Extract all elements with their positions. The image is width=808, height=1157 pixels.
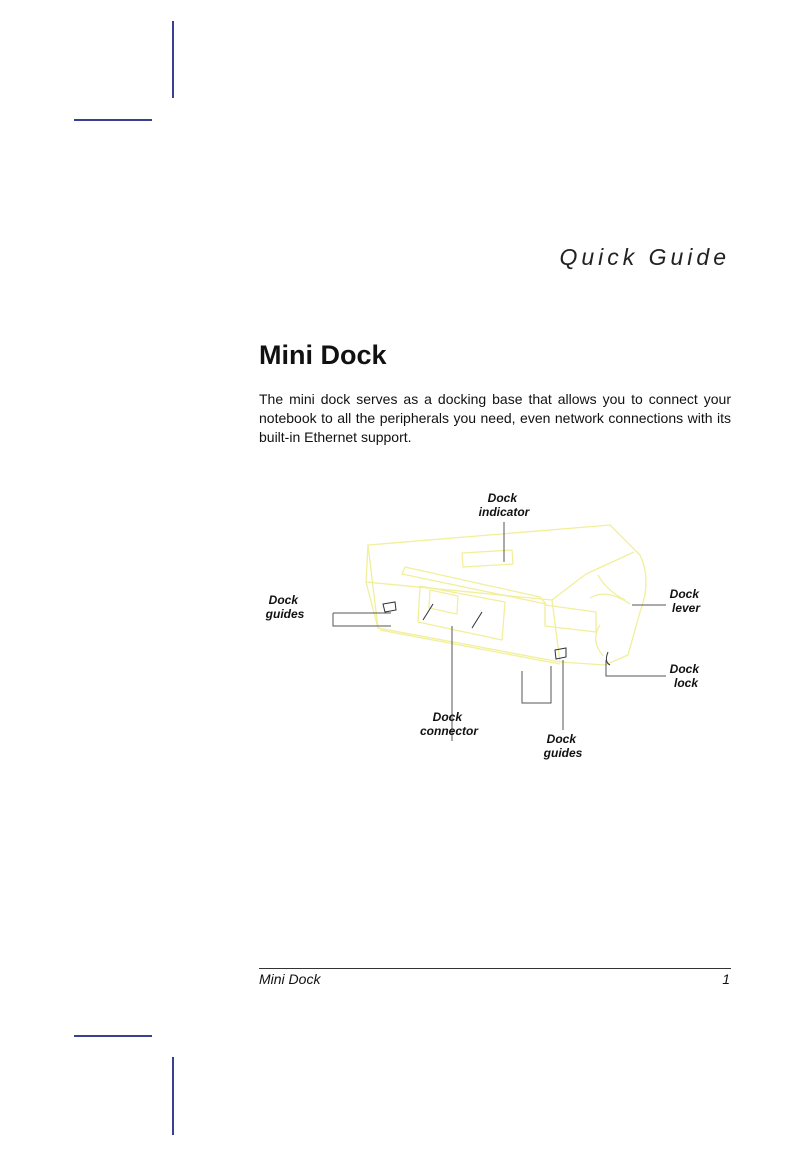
section-title: Mini Dock — [259, 340, 387, 370]
label-dock-connector: Dock connector — [419, 710, 479, 738]
label-dock-guides-left: Dock guides — [265, 593, 305, 621]
running-header: Quick Guide — [559, 244, 730, 270]
crop-mark-bottom-horizontal — [74, 1035, 152, 1037]
label-dock-indicator: Dock indicator — [478, 491, 530, 519]
page-number: 1 — [722, 971, 730, 987]
label-dock-guides-bottom: Dock guides — [543, 732, 583, 760]
mini-dock-details — [383, 602, 610, 665]
footer-title: Mini Dock — [259, 971, 321, 987]
intro-paragraph: The mini dock serves as a docking base that allows you to connect your notebook to all the peripherals you need, even network connections with its built-in Ethernet support. — [259, 391, 731, 445]
crop-mark-bottom-vertical — [172, 1057, 174, 1135]
footer-rule — [259, 968, 731, 969]
callout-lines — [333, 522, 666, 741]
mini-dock-device-illustration — [366, 525, 646, 665]
label-dock-lever: Dock lever — [669, 587, 701, 615]
label-dock-lock: Dock lock — [669, 662, 699, 690]
